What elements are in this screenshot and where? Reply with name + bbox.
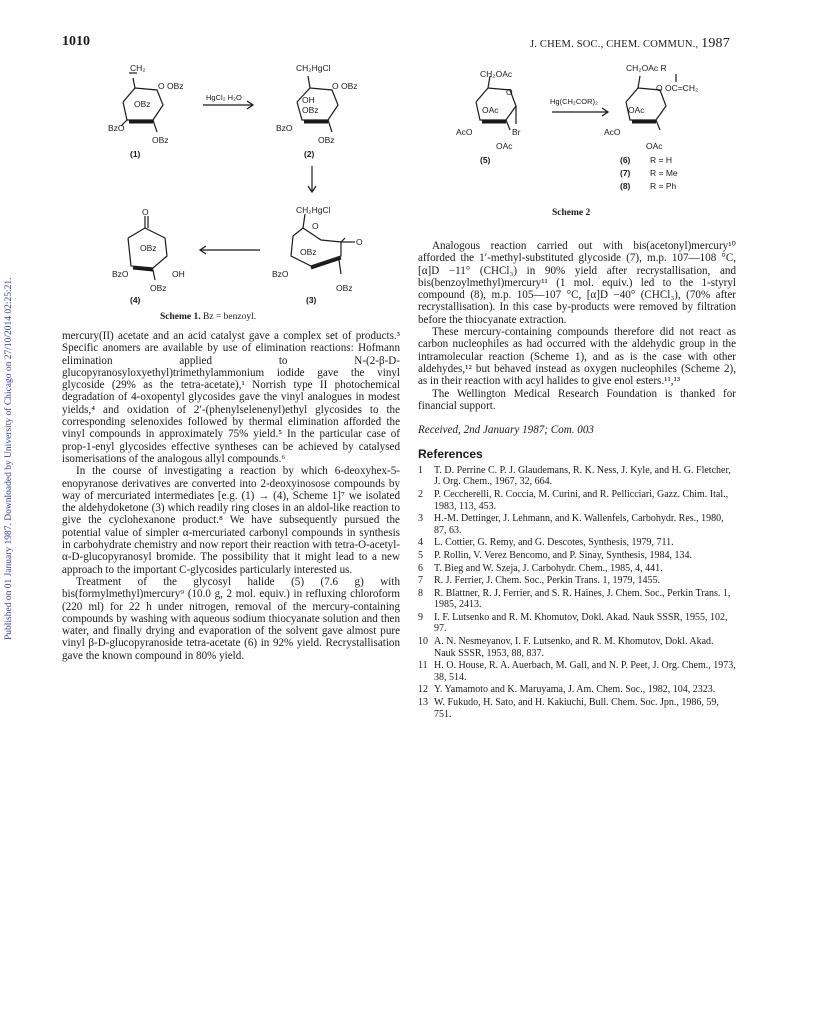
reference-text: I. F. Lutsenko and R. M. Khomutov, Dokl. Akad. Nauk SSSR, 1955, 102, 97. <box>434 611 728 635</box>
c5-aco-label: AcO <box>456 127 473 137</box>
reference-number: 6 <box>418 562 423 574</box>
c3-bzo-label: BzO <box>272 269 289 279</box>
reference-item <box>418 550 736 562</box>
compound-8-r-label: R = Ph <box>650 181 677 191</box>
reference-number: 5 <box>418 549 423 561</box>
scheme1-caption <box>160 312 256 322</box>
compound-2-number: (2) <box>304 149 315 159</box>
c6-ring-o-label: O OC=CH₂ <box>656 83 699 93</box>
reference-text: H. O. House, R. A. Auerbach, M. Gall, and N. P. Peet, J. Org. Chem., 1973, 38, 514. <box>434 660 736 683</box>
c1-bzo-label: BzO <box>108 123 125 133</box>
reference-item <box>418 537 736 549</box>
reference-number: 2 <box>418 488 423 500</box>
compound-3-number: (3) <box>306 295 317 305</box>
c5-oac-label: OAc <box>482 105 499 115</box>
reference-text: T. D. Perrine C. P. J. Glaudemans, R. K. Ness, J. Kyle, and H. G. Fletcher, J. Org. Chem., 1967, 32, 664. <box>434 464 731 488</box>
reference-number: 11 <box>418 660 428 672</box>
c2-top-label: CH₂HgCl <box>296 63 331 73</box>
c5-br-label: Br <box>512 127 521 137</box>
c4-obz-label: OBz <box>140 243 157 253</box>
scheme1-caption-label: Scheme 1. <box>160 312 201 322</box>
compound-8-number: (8) <box>620 181 631 191</box>
download-watermark-text[interactable]: Published on 01 January 1987. Downloaded by University of Chicago on 27/10/2014 02:25:21. <box>4 277 14 640</box>
page-number: 1010 <box>62 34 90 49</box>
reference-item <box>418 588 736 611</box>
c4-bzo-label: BzO <box>112 269 129 279</box>
reference-number: 10 <box>418 636 428 648</box>
left-paragraph-1: mercury(II) acetate and an acid catalyst gave a complex set of products.³ Specific anomers are available by use of elimination reactions: Hofmann elimination applied to N-(2-β-D-glucopyranosyloxyethyl)trimethylammonium iodide gave the vinyl glycoside (29% as the tetra-acetate),¹ Norrish type II photochemical degradation of 4-oxopentyl glycosides gave the vinyl analogues in modest yields,⁴ and oxidation of 2′-(phenylselenenyl)ethyl glycosides to the corresponding selenoxides followed by thermal elimination afforded the vinyl compounds in approximately 75% yield.⁵ In the particular case of prop-1-enyl glycosides effective syntheses can be achieved by catalysed isomerisations of the analogous allyl compounds.⁶ <box>62 330 400 465</box>
reference-text: P. Rollin, V. Verez Bencomo, and P. Sinay, Synthesis, 1984, 134. <box>434 549 692 561</box>
c5-oac-bottom-label: OAc <box>496 141 513 151</box>
c1-obz-bottom-label: OBz <box>152 135 169 145</box>
compound-1-number: (1) <box>130 149 141 159</box>
left-paragraph-3: Treatment of the glycosyl halide (5) (7.6 g) with bis(formylmethyl)mercury⁹ (10.0 g, 2 mol. equiv.) in refluxing chloroform (220 ml) for 22 h under nitrogen, removal of the mercury-containing compounds by washing with aqueous sodium thiocyanate solution and then water, and finally drying and evaporation of the solvent gave almost pure vinyl β-D-glucopyranoside tetra-acetate (6) in 92% yield. Recrystallisation gave the known compound in 80% yield. <box>62 575 400 662</box>
reference-item <box>418 575 736 587</box>
c6-aco-label: AcO <box>604 127 621 137</box>
c4-o-label: O <box>142 207 149 217</box>
c3-obz-label: OBz <box>300 247 317 257</box>
compound-5-number: (5) <box>480 155 491 165</box>
reference-item <box>418 636 736 659</box>
reference-number: 7 <box>418 575 423 587</box>
reference-item <box>418 489 736 512</box>
c6-oac-bottom-label: OAc <box>646 141 663 151</box>
c3-top-label: CH₂HgCl <box>296 205 331 215</box>
reference-text: A. N. Nesmeyanov, I. F. Lutsenko, and R. M. Khomutov, Dokl. Akad. Nauk SSSR, 1953, 88, 837. <box>434 636 714 659</box>
right-paragraph-3: The Wellington Medical Research Foundation is thanked for financial support. <box>418 387 736 412</box>
reference-text: W. Fukudo, H. Sato, and H. Kakiuchi, Bull. Chem. Soc. Jpn., 1986, 59, 751. <box>434 697 719 720</box>
reference-item <box>418 660 736 683</box>
reference-item <box>418 465 736 488</box>
reference-number: 4 <box>418 537 423 549</box>
reference-item <box>418 612 736 635</box>
c2-ring-o-label: O OBz <box>332 81 358 91</box>
c2-obz-label: OBz <box>302 105 319 115</box>
c2-oh-label: OH <box>302 95 315 105</box>
compound-6-r-label: R = H <box>650 155 672 165</box>
c3-o-label: O <box>312 221 319 231</box>
reference-number: 1 <box>418 464 423 476</box>
scheme2-reagent-label: Hg(CH₂COR)₂ <box>550 97 598 106</box>
c1-ring-o-label: O OBz <box>158 81 184 91</box>
received-date: Received, 2nd January 1987; Com. 003 <box>418 424 594 437</box>
download-watermark <box>4 200 20 640</box>
reference-item <box>418 697 736 720</box>
c6-oac-label: OAc <box>628 105 645 115</box>
c5-ring-o-label: O <box>506 87 513 97</box>
reference-text: Y. Yamamoto and K. Maruyama, J. Am. Chem. Soc., 1982, 104, 2323. <box>434 684 716 696</box>
reference-item <box>418 563 736 575</box>
reference-number: 12 <box>418 684 428 696</box>
c5-top-label: CH₂OAc <box>480 69 513 79</box>
reference-text: P. Ceccherelli, R. Coccia, M. Curini, and R. Pellicciari, Gazz. Chim. Ital., 1983, 113, 453. <box>434 488 729 512</box>
c4-oh-label: OH <box>172 269 185 279</box>
reference-text: H.-M. Dettinger, J. Lehmann, and K. Wallenfels, Carbohydr. Res., 1980, 87, 63. <box>434 513 724 536</box>
reference-number: 9 <box>418 611 423 623</box>
right-paragraph-2: These mercury-containing compounds therefore did not react as carbon nucleophiles as had occurred with the aldehydic group in the intramolecular reaction (Scheme 1), and as is the case with other aldehydes,¹² but behaved instead as oxygen nucleophiles (Scheme 2), as in their reaction with acyl halides to give enol esters.¹¹,¹³ <box>418 326 736 388</box>
references-heading: References <box>418 447 483 462</box>
right-column <box>418 240 736 721</box>
compound-7-number: (7) <box>620 168 631 178</box>
compound-7-r-label: R = Me <box>650 168 678 178</box>
journal-title: J. CHEM. SOC., CHEM. COMMUN., <box>530 39 699 50</box>
scheme1-caption-text: Bz = benzoyl. <box>200 312 257 322</box>
left-column <box>62 330 400 662</box>
reference-number: 3 <box>418 513 423 525</box>
reference-text: T. Bieg and W. Szeja, J. Carbohydr. Chem., 1985, 4, 441. <box>434 562 663 574</box>
left-paragraph-2: In the course of investigating a reaction by which 6-deoxyhex-5-enopyranose derivatives are converted into 2-deoxyinosose compounds by way of mercuriated intermediates [e.g. (1) → (4), Scheme 1]⁷ we isolated the aldehydoketone (3) which readily ring closes in an aldol-like reaction to give the cyclohexanone product.⁸ We have subsequently pursued the potential value of simpler α-mercuriated carbonyl compounds in synthesis in carbohydrate chemistry and now report their reaction with tetra-O-acetyl-α-D-glucopyranosyl bromide. The possibility that it might lead to a new approach to the important C-glycosides particularly interested us. <box>62 465 400 576</box>
c3-obz-bottom-label: OBz <box>336 283 353 293</box>
reference-number: 8 <box>418 587 423 599</box>
reference-text: L. Cottier, G. Remy, and G. Descotes, Synthesis, 1979, 711. <box>434 537 674 549</box>
c2-obz-bottom-label: OBz <box>318 135 335 145</box>
c6-top-label: CH₂OAc R <box>626 63 667 73</box>
c3-aldehyde-o-label: O <box>356 237 363 247</box>
journal-year: 1987 <box>701 36 730 51</box>
c1-obz-left-label: OBz <box>134 99 151 109</box>
compound-6-number: (6) <box>620 155 631 165</box>
c2-bzo-label: BzO <box>276 123 293 133</box>
references-list <box>418 465 736 720</box>
c1-top-label: CH₂ <box>130 63 146 73</box>
reference-item <box>418 513 736 536</box>
scheme1-reagent-label: HgCl₂ H₂O <box>206 93 242 102</box>
scheme2-caption: Scheme 2 <box>552 208 591 218</box>
journal-header <box>530 36 730 52</box>
reference-number: 13 <box>418 697 428 709</box>
reference-text: R. J. Ferrier, J. Chem. Soc., Perkin Trans. 1, 1979, 1455. <box>434 575 660 587</box>
compound-4-number: (4) <box>130 295 141 305</box>
reference-item <box>418 684 736 696</box>
c4-obz-bottom-label: OBz <box>150 283 167 293</box>
right-paragraph-1: Analogous reaction carried out with bis(acetonyl)mercury¹⁰ afforded the 1′-methyl-substituted glycoside (7), m.p. 107—108 °C, [α]D −11° (CHCl₃) in 90% yield after recrystallisation, and bis(benzoylmethyl)mercury¹¹ (1 mol. equiv.) led to the 1-styryl compound (8), m.p. 105—107 °C, [α]D −40° (CHCl₃), (70% after recrystallisation). In this case by-products were removed by filtration before the thiocyanate extraction. <box>418 240 736 326</box>
reference-text: R. Blattner, R. J. Ferrier, and S. R. Haines, J. Chem. Soc., Perkin Trans. 1, 1985, 2413. <box>434 587 731 611</box>
